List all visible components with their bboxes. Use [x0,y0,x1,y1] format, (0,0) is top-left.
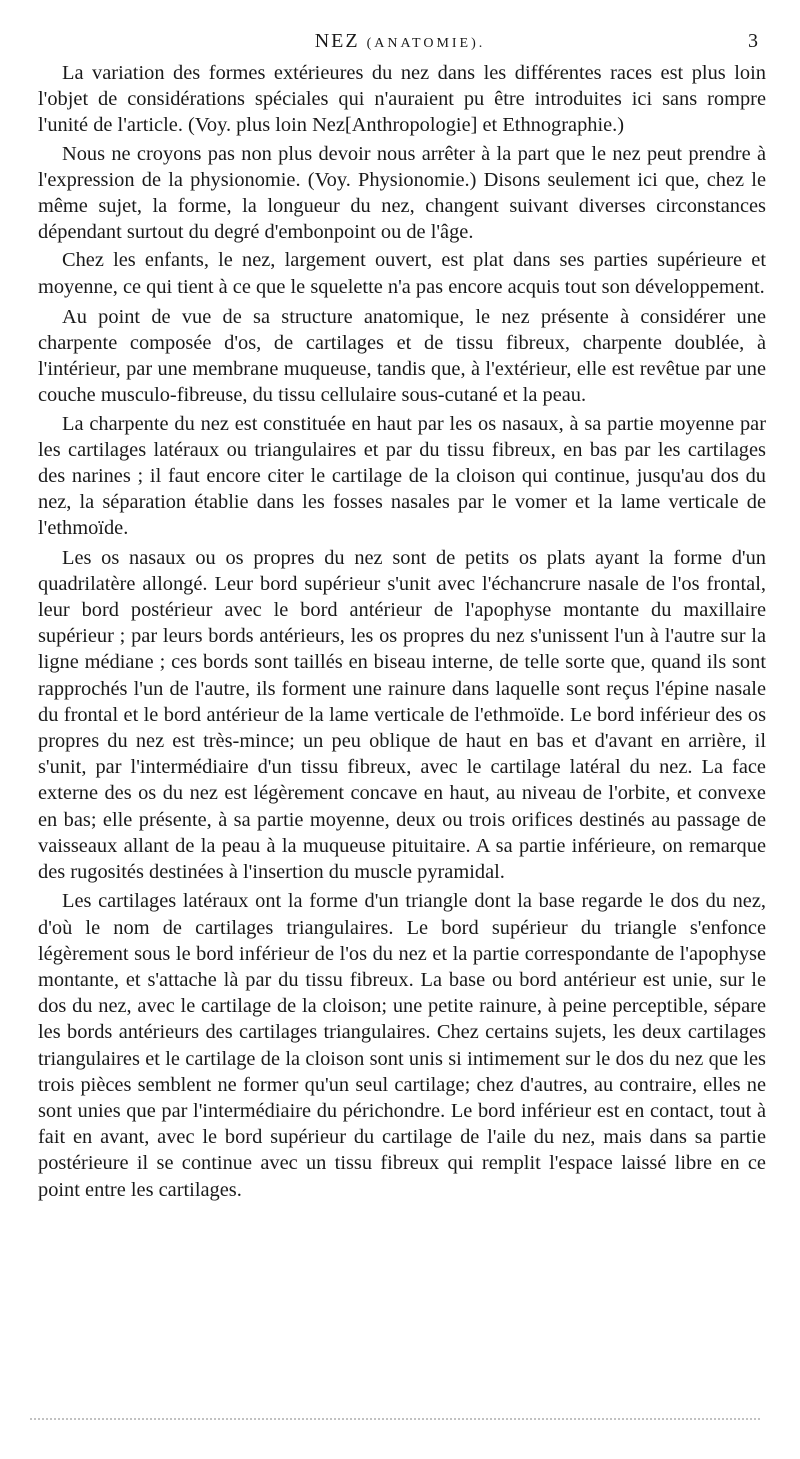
paragraph-charpente: La charpente du nez est constituée en haut par les os nasaux, à sa partie moyenne par les cartilages latéraux ou triangulaires et par du tissu fibreux, en bas par les cartilages des narines ; il faut encore citer le cartilage de la cloison qui continue, jusqu'au dos du nez, la séparation établie dans les fosses nasales par le vomer et la lame verticale de l'ethmoïde. [38,412,766,540]
paragraph-enfants: Chez les enfants, le nez, largement ouvert, est plat dans ses parties supérieure et moyenne, ce qui tient à ce que le squelette n'a pas encore acquis tout son développement. [38,249,766,298]
paragraph-structure-anatomique: Au point de vue de sa structure anatomique, le nez présente à considérer une charpente composée d'os, de cartilages et de tissu fibreux, charpente doublée, à l'intérieur, par une membrane muqueuse, tandis que, à l'extérieur, elle est revêtue par une couche musculo-fibreuse, du tissu cellulaire sous-cutané et la peau. [38,305,766,407]
bottom-divider [30,1418,760,1424]
page-number: 3 [748,30,758,52]
paragraph-cartilages-lateraux: Les cartilages latéraux ont la forme d'un triangle dont la base regarde le dos du nez, d'où le nom de cartilages triangulaires. Le bord supérieur du triangle s'enfonce légèrement sous le bord inférieur de l'os du nez et la partie correspondante de l'apophyse montante, et s'attache là par du tissu fibreux. La base ou bord antérieur est unie, sur le dos du nez, avec le cartilage de la cloison; une petite rainure, à peine perceptible, sépare les bords antérieurs des cartilages triangulaires. Chez certains sujets, les deux cartilages triangulaires et le cartilage de la cloison sont unis si intimement sur le dos du nez que les trois pièces semblent ne former qu'un seul cartilage; chez d'autres, au contraire, elles ne sont unies que par l'intermédiaire du périchondre. Le bord inférieur est en contact, tout à fait en avant, avec le bord supérieur du cartilage de l'aile du nez, mais dans sa partie postérieure il se continue avec un tissu fibreux qui remplit l'espace laissé libre en ce point entre les cartilages. [38,890,766,1201]
running-title-main: NEZ [314,30,360,52]
page-header [38,30,762,58]
running-title-subtitle: (ANATOMIE). [366,36,486,51]
paragraph-variation-formes: La variation des formes extérieures du nez dans les différentes races est plus loin l'objet de considérations spéciales qui n'auraient pu être introduites ici sans rompre l'unité de l'article. (Voy. plus loin Nez[Anthropologie] et Ethnographie.) [38,62,766,137]
paragraph-os-nasaux: Les os nasaux ou os propres du nez sont de petits os plats ayant la forme d'un quadrilatère allongé. Leur bord supérieur s'unit avec l'échancrure nasale de l'os frontal, leur bord postérieur avec le bord antérieur de l'apophyse montante du maxillaire supérieur ; par leurs bords antérieurs, les os propres du nez s'unissent l'un à l'autre sur la ligne médiane ; ces bords sont taillés en biseau interne, de telle sorte que, quand ils sont rapprochés l'un de l'autre, ils forment une rainure dans laquelle sont reçus l'épine nasale du frontal et le bord antérieur de la lame verticale de l'ethmoïde. Le bord inférieur des os propres du nez est très-mince; un peu oblique de haut en bas et d'avant en arrière, il s'unit, par l'intermédiaire d'un tissu fibreux, avec le cartilage latéral du nez. La face externe des os du nez est légèrement concave en haut, au niveau de l'orbite, et convexe en bas; elle présente, à sa partie moyenne, deux ou trois orifices destinés au passage de vaisseaux allant de la peau à la muqueuse pituitaire. A sa partie inférieure, on remarque des rugosités destinées à l'insertion du muscle pyramidal. [38,546,766,884]
running-title [38,30,762,53]
paragraph-expression-physionomie: Nous ne croyons pas non plus devoir nous arrêter à la part que le nez peut prendre à l'expression de la physionomie. (Voy. Physionomie.) Disons seulement ici que, chez le même sujet, la forme, la longueur du nez, changent suivant diverses circonstances dépendant surtout du degré d'embonpoint ou de l'âge. [38,142,766,244]
article-body [38,60,766,1203]
